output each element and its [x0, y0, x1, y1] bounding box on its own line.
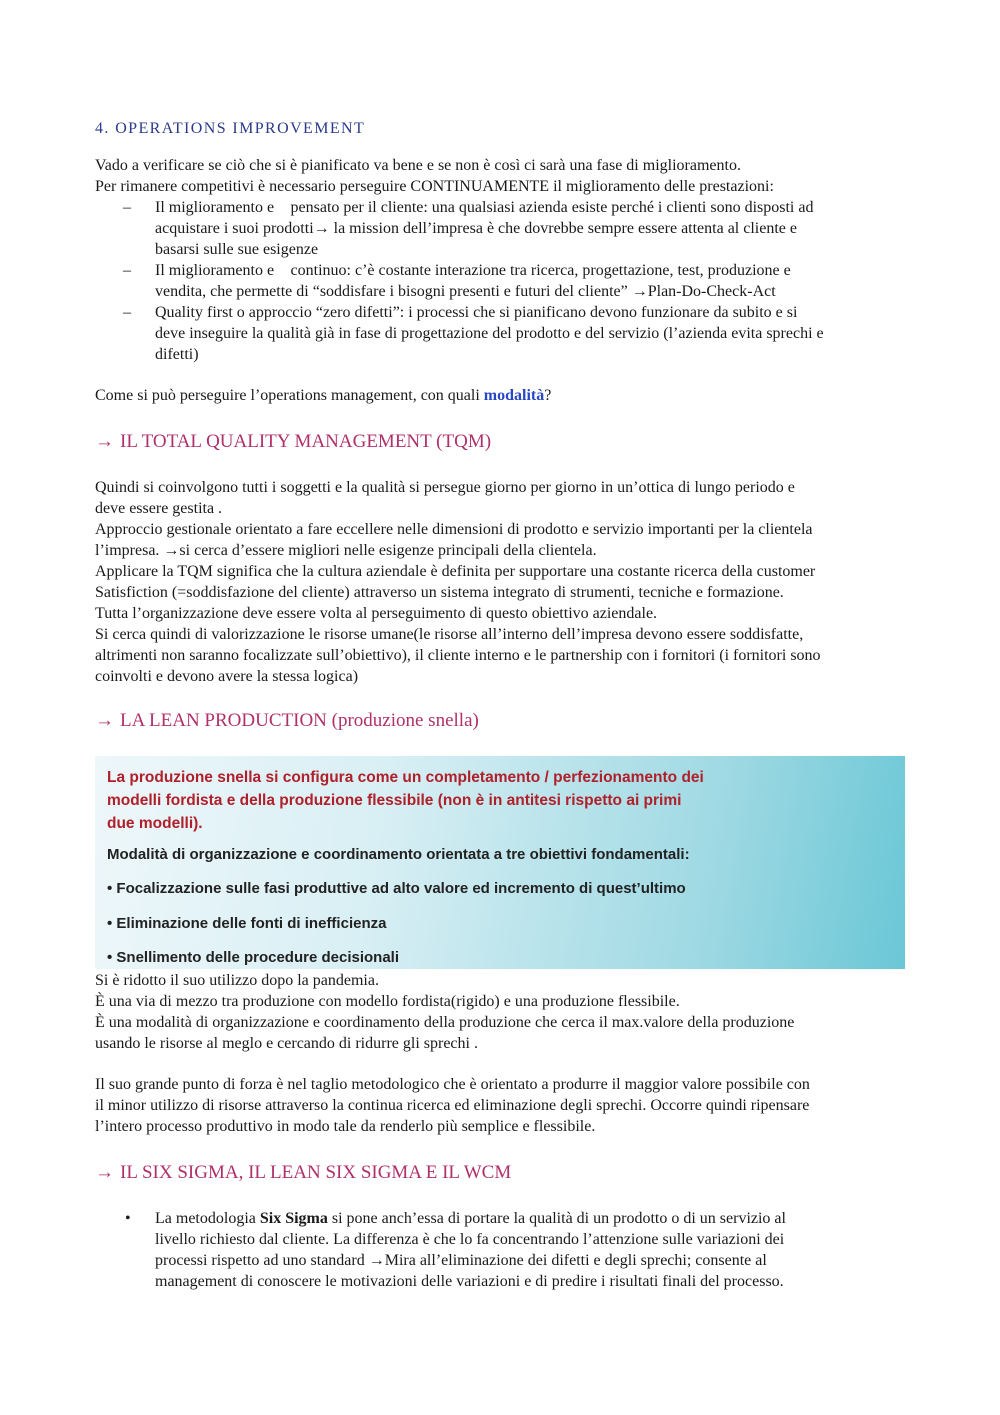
- arrow-icon: →: [95, 431, 114, 452]
- paragraph-line: Approccio gestionale orientato a fare eccellere nelle dimensioni di prodotto e servizio importanti per la clientela: [95, 521, 813, 538]
- list-text: La metodologia: [155, 1210, 260, 1227]
- slide-bullet: • Focalizzazione sulle fasi produttive ad alto valore ed incremento di quest’ultimo: [107, 880, 686, 897]
- heading-text: IL TOTAL QUALITY MANAGEMENT (TQM): [120, 431, 492, 452]
- lean-heading: [95, 710, 479, 731]
- paragraph-line: Si cerca quindi di valorizzazione le risorse umane(le risorse all’interno dell’impresa devono essere soddisfatte,: [95, 626, 804, 643]
- slide-headline: [107, 766, 897, 835]
- slide-headline-line: modelli fordista e della produzione flessibile (non è in antitesi rispetto ai primi: [107, 792, 682, 809]
- question-accent: modalità: [483, 387, 545, 404]
- list-line: deve inseguire la qualità già in fase di progettazione del prodotto e del servizio (l’azienda evita sprechi e: [155, 325, 824, 342]
- paragraph-line: Quindi si coinvolgono tutti i soggetti e la qualità si persegue giorno per giorno in un’ottica di lungo periodo e: [95, 479, 795, 496]
- list-line: acquistare i suoi prodotti→ la mission dell’impresa è che dovrebbe sempre essere attenta al cliente e: [155, 220, 797, 237]
- list-line: [155, 1208, 915, 1229]
- list-line: basarsi sulle sue esigenze: [155, 241, 319, 258]
- tqm-heading: [95, 431, 491, 452]
- arrow-icon: →: [95, 710, 114, 731]
- section-title: 4. OPERATIONS IMPROVEMENT: [95, 120, 366, 137]
- list-line: Quality first o approccio “zero difetti”: i processi che si pianificano devono funzionare da subito e si: [155, 304, 798, 321]
- list-item: [95, 1208, 915, 1292]
- list-line: vendita, che permette di “soddisfare i bisogni presenti e futuri del cliente” →Plan-Do-Check-Act: [155, 283, 776, 300]
- lean-paragraph-2: [95, 1074, 915, 1137]
- paragraph-line: È una via di mezzo tra produzione con modello fordista(rigido) e una produzione flessibile.: [95, 993, 680, 1010]
- paragraph-line: Si è ridotto il suo utilizzo dopo la pandemia.: [95, 972, 379, 989]
- question-paragraph: [95, 385, 915, 406]
- arrow-icon: →: [95, 1162, 114, 1183]
- list-line: Il miglioramento e pensato per il cliente: una qualsiasi azienda esiste perché i clienti sono disposti ad: [155, 199, 802, 216]
- paragraph-line: il minor utilizzo di risorse attraverso la continua ricerca ed eliminazione degli sprechi. Occorre quindi ripensare: [95, 1097, 810, 1114]
- intro-paragraph: [95, 155, 915, 197]
- dash-marker: –: [123, 262, 131, 279]
- paragraph-line: altrimenti non saranno focalizzate sull’obiettivo), il cliente interno e le partnership con i fornitori (i fornitori sono: [95, 647, 821, 664]
- six-sigma-list: [95, 1208, 915, 1292]
- bullet-marker: •: [125, 1210, 131, 1227]
- question-end: ?: [544, 387, 552, 404]
- dash-marker: –: [123, 304, 131, 321]
- slide-subtitle: Modalità di organizzazione e coordinamento orientata a tre obiettivi fondamentali:: [107, 846, 690, 863]
- heading-text: IL SIX SIGMA, IL LEAN SIX SIGMA E IL WCM: [120, 1162, 512, 1183]
- tqm-paragraph: [95, 477, 915, 687]
- paragraph-line: deve essere gestita .: [95, 500, 223, 517]
- paragraph-line: Satisfiction (=soddisfazione del cliente) attraverso un sistema integrato di strumenti, tecniche e formazione.: [95, 584, 784, 601]
- paragraph-line: usando le risorse al meglo e cercando di ridurre gli sprechi .: [95, 1035, 478, 1052]
- slide-bullet: • Snellimento delle procedure decisionali: [107, 949, 399, 966]
- list-item: [95, 260, 915, 302]
- six-sigma-term: Six Sigma: [259, 1210, 328, 1227]
- slide-headline-line: La produzione snella si configura come un completamento / perfezionamento dei: [107, 769, 704, 786]
- paragraph-line: Il suo grande punto di forza è nel taglio metodologico che è orientato a produrre il maggior valore possibile con: [95, 1076, 810, 1093]
- paragraph-line: coinvolti e devono avere la stessa logica): [95, 668, 359, 685]
- heading-text: LA LEAN PRODUCTION (produzione snella): [120, 710, 479, 731]
- paragraph-line: l’intero processo produttivo in modo tale da renderlo più semplice e flessibile.: [95, 1118, 596, 1135]
- list-line: difetti): [155, 346, 199, 363]
- list-line: Il miglioramento e continuo: c’è costante interazione tra ricerca, progettazione, test, produzione e: [155, 262, 779, 279]
- intro-line: Per rimanere competitivi è necessario perseguire CONTINUAMENTE il miglioramento delle prestazioni:: [95, 178, 774, 195]
- list-text: si pone anch’essa di portare la qualità di un prodotto o di un servizio al: [327, 1210, 786, 1227]
- slide-headline-line: due modelli).: [107, 815, 203, 832]
- paragraph-line: È una modalità di organizzazione e coordinamento della produzione che cerca il max.valore della produzione: [95, 1014, 795, 1031]
- paragraph-line: l’impresa. →si cerca d’essere migliori nelle esigenze principali della clientela.: [95, 542, 597, 559]
- list-line: livello richiesto dal cliente. La differenza è che lo fa concentrando l’attenzione sulle variazioni dei: [155, 1231, 785, 1248]
- intro-line: Vado a verificare se ciò che si è pianificato va bene e se non è così ci sarà una fase di miglioramento.: [95, 157, 741, 174]
- paragraph-line: Tutta l’organizzazione deve essere volta al perseguimento di questo obiettivo aziendale.: [95, 605, 658, 622]
- improvement-list: [95, 197, 915, 365]
- lean-slide-image: [95, 756, 905, 969]
- dash-marker: –: [123, 199, 131, 216]
- slide-bullet: • Eliminazione delle fonti di inefficienza: [107, 915, 387, 932]
- six-sigma-heading: [95, 1162, 511, 1183]
- paragraph-line: Applicare la TQM significa che la cultura aziendale è definita per supportare una costante ricerca della customer: [95, 563, 816, 580]
- question-text: Come si può perseguire l’operations management, con quali: [95, 387, 484, 404]
- list-line: processi rispetto ad uno standard →Mira all’eliminazione dei difetti e degli sprechi; consente al: [155, 1252, 767, 1269]
- list-item: [95, 302, 915, 365]
- lean-paragraph-1: [95, 970, 915, 1054]
- list-line: management di conoscere le motivazioni delle variazioni e di predire i risultati finali del processo.: [155, 1273, 784, 1290]
- list-item: [95, 197, 915, 260]
